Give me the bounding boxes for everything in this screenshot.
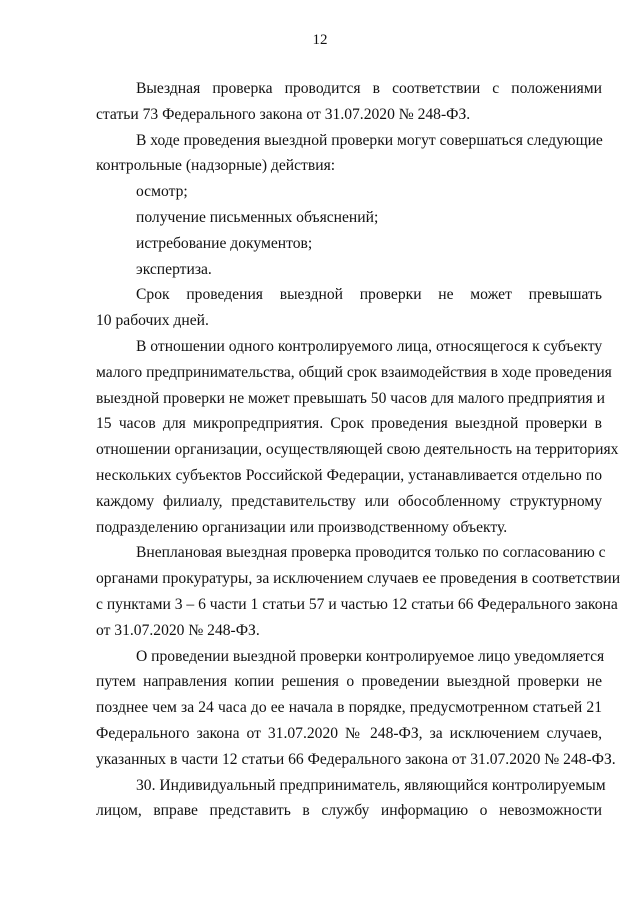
text-line: нескольких субъектов Российской Федерации, устанавливается отдельно по [96,466,602,484]
list-item: осмотр; [136,183,188,201]
text-line: позднее чем за 24 часа до ее начала в порядке, предусмотренном статьей 21 [96,699,602,717]
text-line: малого предпринимательства, общий срок взаимодействия в ходе проведения [96,363,612,381]
text-line: выездной проверки не может превышать 50 часов для малого предприятия и [96,389,605,407]
paragraph-inspection-basis [96,76,602,128]
text-line: 15 часов для микропредприятия. Срок проведения выездной проверки в [96,415,602,433]
text-line: О проведении выездной проверки контролируемое лицо уведомляется [136,647,605,665]
text-line: Федерального закона от 31.07.2020 № 248-ФЗ, за исключением случаев, [96,724,602,742]
text-line: лицом, вправе представить в службу информацию о невозможности [96,802,602,820]
paragraph-inspection-duration [96,282,602,334]
text-line: 30. Индивидуальный предприниматель, являющийся контролируемым [136,776,606,794]
list-item: получение письменных объяснений; [136,208,379,226]
control-actions-list [96,179,602,282]
page-number: 12 [312,32,328,48]
text-line: отношении организации, осуществляющей свою деятельность на территориях [96,441,619,459]
text-line: каждому филиалу, представительству или обособленному структурному [96,492,602,510]
text-line: Выездная проверка проводится в соответствии с положениями [136,80,602,97]
text-line: В отношении одного контролируемого лица, относящегося к субъекту [136,337,603,355]
text-line: Внеплановая выездная проверка проводится только по согласованию с [136,544,606,562]
text-line: 10 рабочих дней. [96,312,209,330]
list-item: экспертиза. [136,260,212,278]
paragraph-unscheduled-inspection [96,540,621,643]
text-line: путем направления копии решения о проведении выездной проверки не [96,673,602,691]
text-line: с пунктами 3 – 6 части 1 статьи 57 и частью 12 статьи 66 Федерального закона [96,595,618,613]
paragraph-notification [96,644,616,773]
paragraph-item-30 [96,773,606,825]
paragraph-small-business-limits [96,334,619,540]
text-line: статьи 73 Федерального закона от 31.07.2020 № 248-ФЗ. [96,105,471,123]
text-line: контрольные (надзорные) действия: [96,157,336,175]
document-body [96,76,621,824]
text-line: Срок проведения выездной проверки не может превышать [136,286,602,304]
text-line: подразделению организации или производственному объекту. [96,518,508,536]
text-line: от 31.07.2020 № 248-ФЗ. [96,621,260,639]
text-line: органами прокуратуры, за исключением случаев ее проведения в соответствии [96,570,621,588]
paragraph-control-actions-intro [96,128,602,180]
list-item: истребование документов; [136,234,313,252]
text-line: указанных в части 12 статьи 66 Федерального закона от 31.07.2020 № 248-ФЗ. [96,750,616,768]
text-line: В ходе проведения выездной проверки могут совершаться следующие [136,131,603,149]
